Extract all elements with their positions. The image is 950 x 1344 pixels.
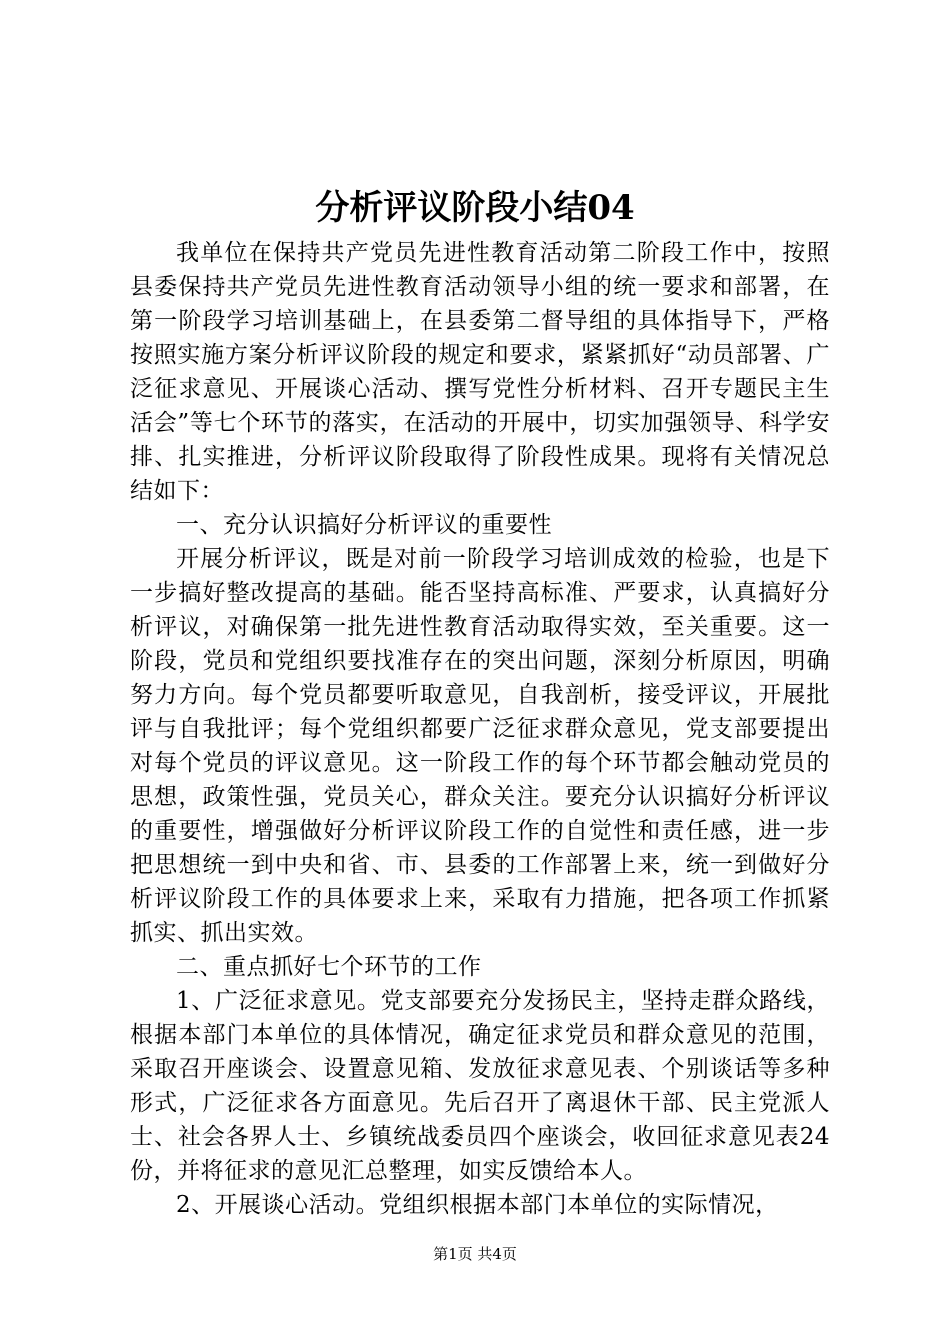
- paragraph-item-1: 1、广泛征求意见。党支部要充分发扬民主，坚持走群众路线，根据本部门本单位的具体情况，确定征求党员和群众意见的范围，采取召开座谈会、设置意见箱、发放征求意见表、个别谈话等多种形式，广泛征求各方面意见。先后召开了离退休干部、民主党派人士、社会各界人士、乡镇统战委员四个座谈会，收回征求意见表24份，并将征求的意见汇总整理，如实反馈给本人。: [130, 988, 830, 1184]
- section-heading-2: 二、重点抓好七个环节的工作: [176, 954, 482, 980]
- page-footer: 第1页 共4页: [433, 1245, 517, 1263]
- document-body: [130, 236, 830, 1222]
- paragraph-intro: 我单位在保持共产党员先进性教育活动第二阶段工作中，按照县委保持共产党员先进性教育活动领导小组的统一要求和部署，在第一阶段学习培训基础上，在县委第二督导组的具体指导下，严格按照实施方案分析评议阶段的规定和要求，紧紧抓好“动员部署、广泛征求意见、开展谈心活动、撰写党性分析材料、召开专题民主生活会”等七个环节的落实，在活动的开展中，切实加强领导、科学安排、扎实推进，分析评议阶段取得了阶段性成果。现将有关情况总结如下：: [130, 240, 830, 504]
- paragraph-item-2: 2、开展谈心活动。党组织根据本部门本单位的实际情况，: [176, 1192, 779, 1218]
- section-heading-1: 一、充分认识搞好分析评议的重要性: [176, 512, 552, 538]
- document-title: 分析评议阶段小结04: [315, 188, 635, 228]
- paragraph-section-1: 开展分析评议，既是对前一阶段学习培训成效的检验，也是下一步搞好整改提高的基础。能否坚持高标准、严要求，认真搞好分析评议，对确保第一批先进性教育活动取得实效，至关重要。这一阶段，党员和党组织要找准存在的突出问题，深刻分析原因，明确努力方向。每个党员都要听取意见，自我剖析，接受评议，开展批评与自我批评；每个党组织都要广泛征求群众意见，党支部要提出对每个党员的评议意见。这一阶段工作的每个环节都会触动党员的思想，政策性强，党员关心，群众关注。要充分认识搞好分析评议的重要性，增强做好分析评议阶段工作的自觉性和责任感，进一步把思想统一到中央和省、市、县委的工作部署上来，统一到做好分析评议阶段工作的具体要求上来，采取有力措施，把各项工作抓紧抓实、抓出实效。: [130, 546, 830, 946]
